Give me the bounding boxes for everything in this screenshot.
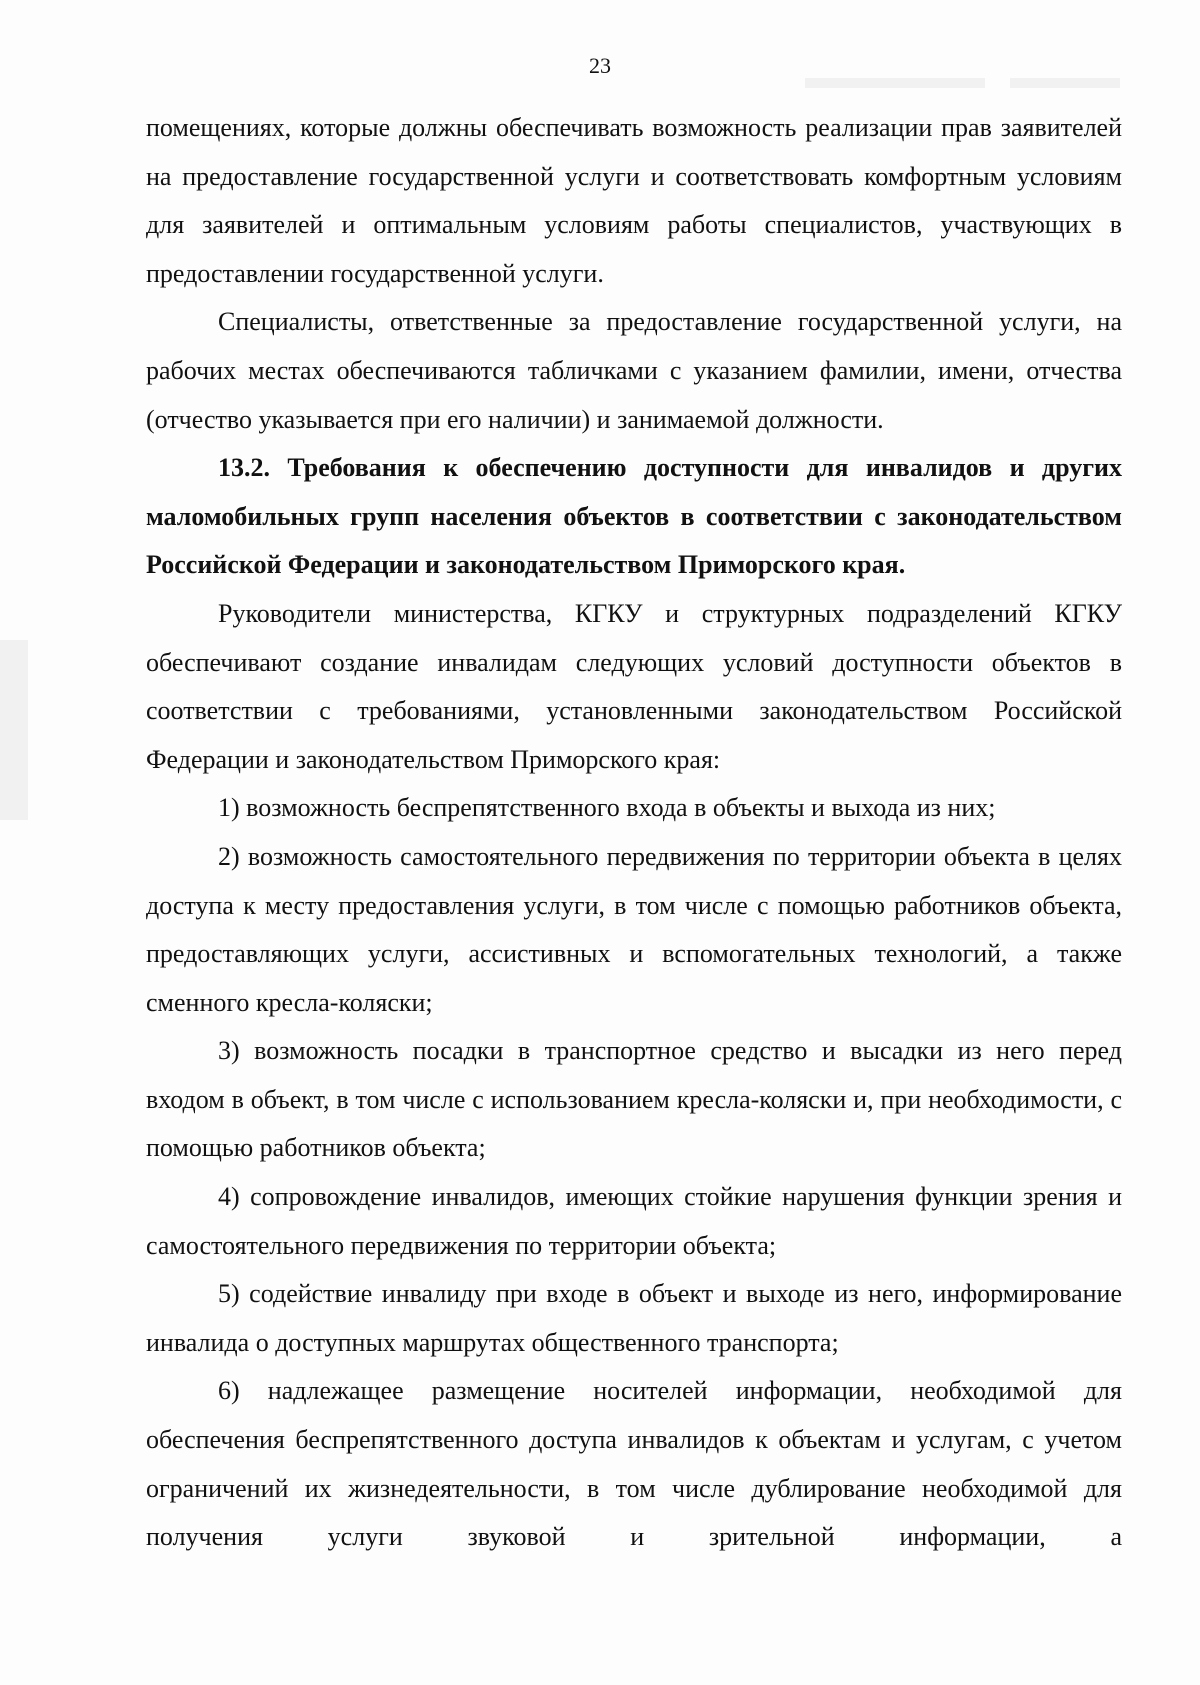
- list-item: 2) возможность самостоятельного передвижения по территории объекта в целях доступа к месту предоставления услуги, в том числе с помощью работников объекта, предоставляющих услуги, ассистивных и вспомогательных технологий, а также сменного кресла-коляски;: [146, 841, 1122, 1017]
- scan-noise: [0, 640, 28, 820]
- list-item: 4) сопровождение инвалидов, имеющих стойкие нарушения функции зрения и самостоятельного передвижения по территории объекта;: [146, 1182, 1122, 1260]
- list-item: 1) возможность беспрепятственного входа в объекты и выхода из них;: [218, 793, 996, 823]
- page-number: 23: [589, 53, 611, 78]
- section-heading: 13.2. Требования к обеспечению доступности для инвалидов и других маломобильных групп населения объектов в соответствии с законодательством Российской Федерации и законодательством Приморского края.: [146, 453, 1122, 580]
- body-text: [146, 104, 1122, 1562]
- paragraph: помещениях, которые должны обеспечивать возможность реализации прав заявителей на предоставление государственной услуги и соответствовать комфортным условиям для заявителей и оптимальным условиям работы специалистов, участвующих в предоставлении государственной услуги.: [146, 113, 1122, 288]
- paragraph: Специалисты, ответственные за предоставление государственной услуги, на рабочих местах обеспечиваются табличками с указанием фамилии, имени, отчества (отчество указывается при его наличии) и занимаемой должности.: [146, 307, 1122, 434]
- paragraph: Руководители министерства, КГКУ и структурных подразделений КГКУ обеспечивают создание инвалидам следующих условий доступности объектов в соответствии с требованиями, установленными законодательством Российской Федерации и законодательством Приморского края:: [146, 598, 1122, 774]
- list-item: 6) надлежащее размещение носителей информации, необходимой для обеспечения беспрепятственного доступа инвалидов к объектам и услугам, с учетом ограничений их жизнедеятельности, в том числе дублирование необходимой для получения услуги звуковой и зрительной информации, а: [146, 1376, 1122, 1552]
- list-item: 5) содействие инвалиду при входе в объект и выходе из него, информирование инвалида о доступных маршрутах общественного транспорта;: [146, 1279, 1122, 1357]
- list-item: 3) возможность посадки в транспортное средство и высадки из него перед входом в объект, в том числе с использованием кресла-коляски и, при необходимости, с помощью работников объекта;: [146, 1036, 1122, 1163]
